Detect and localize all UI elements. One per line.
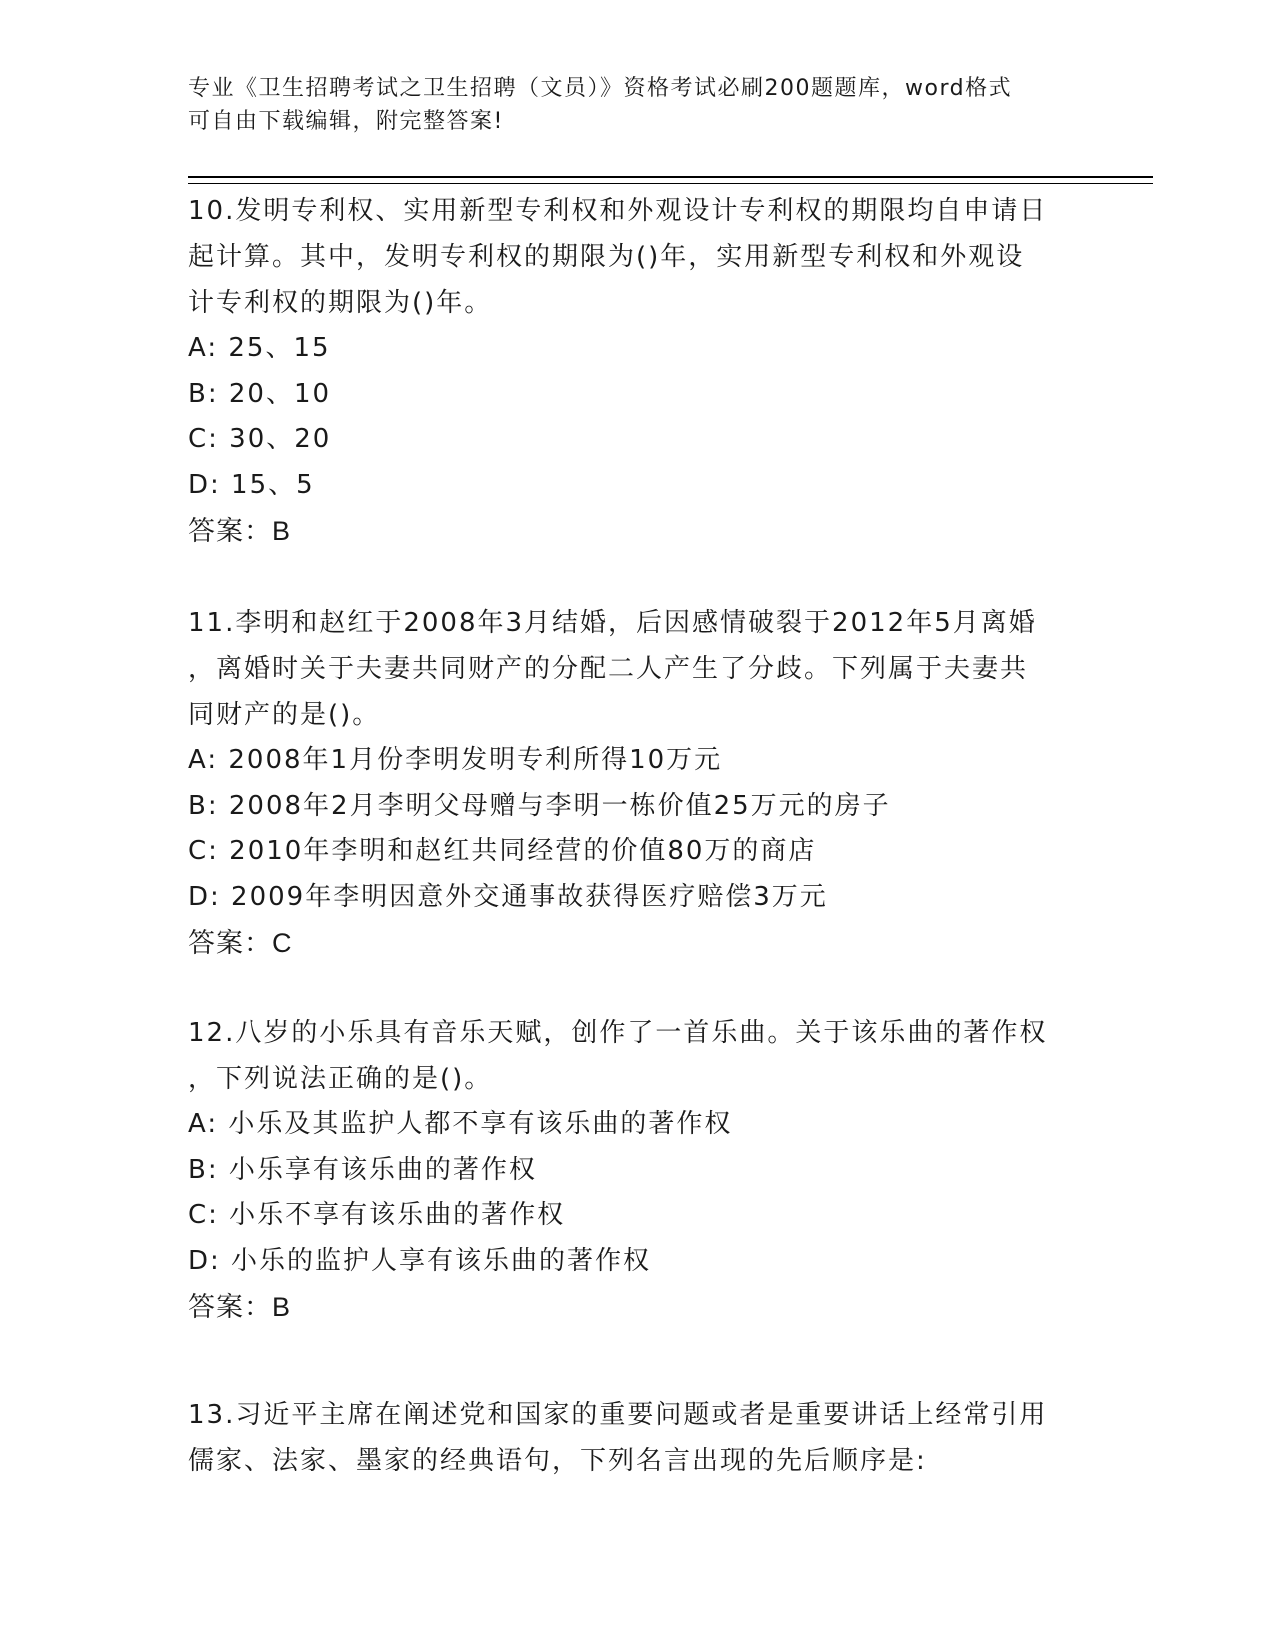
- stem-line: 11.李明和赵红于2008年3月结婚，后因感情破裂于2012年5月离婚: [188, 608, 1037, 638]
- option-b: B: 20、10: [188, 378, 332, 409]
- question-11: [188, 600, 1088, 966]
- stem-line: ，下列说法正确的是()。: [188, 1064, 493, 1094]
- answer: 答案：B: [188, 1292, 292, 1322]
- stem-line: 儒家、法家、墨家的经典语句，下列名言出现的先后顺序是:: [188, 1446, 927, 1476]
- stem-line: 10.发明专利权、实用新型专利权和外观设计专利权的期限均自申请日: [188, 196, 1048, 226]
- option-c: C: 2010年李明和赵红共同经营的价值80万的商店: [188, 836, 817, 866]
- stem-line: 计专利权的期限为()年。: [188, 288, 493, 318]
- option-d: D: 2009年李明因意外交通事故获得医疗赔偿3万元: [188, 881, 828, 912]
- question-10: [188, 188, 1088, 554]
- stem-line: ，离婚时关于夫妻共同财产的分配二人产生了分歧。下列属于夫妻共: [188, 654, 1029, 684]
- question-stem: [188, 1392, 1088, 1484]
- answer: 答案：B: [188, 516, 292, 546]
- header-line-1: 专业《卫生招聘考试之卫生招聘（文员）》资格考试必刷200题题库，word格式: [188, 76, 1013, 101]
- option-a: A: 小乐及其监护人都不享有该乐曲的著作权: [188, 1109, 733, 1139]
- question-13: [188, 1392, 1088, 1484]
- question-stem: [188, 600, 1088, 738]
- question-stem: [188, 188, 1088, 326]
- option-a: A: 2008年1月份李明发明专利所得10万元: [188, 745, 723, 775]
- option-d: D: 15、5: [188, 469, 315, 500]
- option-c: C: 小乐不享有该乐曲的著作权: [188, 1200, 566, 1230]
- option-c: C: 30、20: [188, 424, 332, 454]
- option-b: B: 小乐享有该乐曲的著作权: [188, 1154, 537, 1185]
- answer: 答案：C: [188, 928, 293, 958]
- stem-line: 12.八岁的小乐具有音乐天赋，创作了一首乐曲。关于该乐曲的著作权: [188, 1018, 1048, 1048]
- header-divider-thin: [188, 183, 1153, 184]
- header-line-2: 可自由下载编辑，附完整答案!: [188, 109, 504, 134]
- question-stem: [188, 1010, 1088, 1102]
- stem-line: 起计算。其中，发明专利权的期限为()年，实用新型专利权和外观设: [188, 242, 1025, 272]
- option-d: D: 小乐的监护人享有该乐曲的著作权: [188, 1245, 652, 1276]
- stem-line: 同财产的是()。: [188, 700, 381, 730]
- question-12: [188, 1010, 1088, 1330]
- document-header: [188, 72, 1088, 138]
- stem-line: 13.习近平主席在阐述党和国家的重要问题或者是重要讲话上经常引用: [188, 1400, 1048, 1430]
- header-divider: [188, 176, 1153, 178]
- option-b: B: 2008年2月李明父母赠与李明一栋价值25万元的房子: [188, 790, 891, 821]
- option-a: A: 25、15: [188, 333, 331, 363]
